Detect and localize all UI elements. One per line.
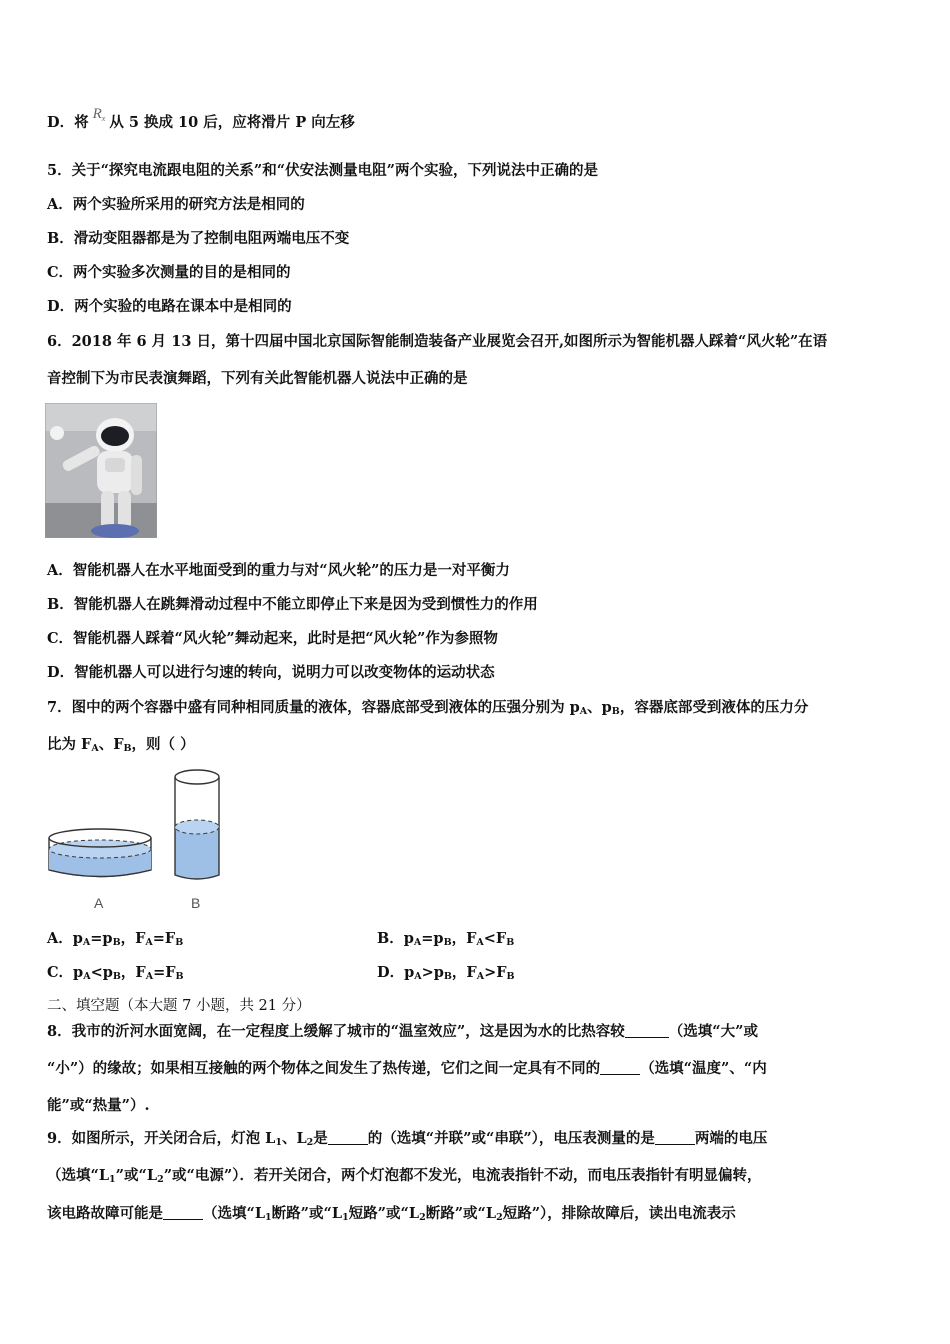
q5-option-a[interactable]: A．两个实验所采用的研究方法是相同的 [47, 196, 305, 213]
figure-label-b: B [191, 895, 201, 911]
q4-option-d-prefix: D．将 [47, 114, 89, 131]
q9-blank-3[interactable] [163, 1205, 203, 1220]
q4-option-d[interactable] [47, 106, 355, 138]
q9-line1: 9．如图所示，开关闭合后，灯泡 $L_1$、$L_2$是 的（选填“并联”或“串联”），电压表测量的是 两端的电压 [47, 1130, 768, 1148]
q6-option-a[interactable]: A．智能机器人在水平地面受到的重力与对“风火轮”的压力是一对平衡力 [47, 562, 510, 579]
q8-blank-2[interactable] [600, 1060, 640, 1075]
q6-option-b[interactable]: B．智能机器人在跳舞滑动过程中不能立即停止下来是因为受到惯性力的作用 [47, 596, 538, 613]
q5-option-c[interactable]: C．两个实验多次测量的目的是相同的 [47, 264, 291, 281]
q9-line2: （选填“$L_1$”或“$L_2$”或“电源”）．若开关闭合，两个灯泡都不发光，电流表指针不动，而电压表指针有明显偏转， [47, 1167, 762, 1185]
q6-option-d[interactable]: D．智能机器人可以进行匀速的转向，说明力可以改变物体的运动状态 [47, 664, 495, 681]
q9-line3: 该电路故障可能是 （选填“$L_1$断路”或“$L_1$短路”或“$L_2$断路”或“$L_2$短路”），排除故障后，读出电流表示 [47, 1205, 736, 1223]
robot-photo [45, 403, 157, 538]
container-a [49, 829, 151, 877]
q9-blank-2[interactable] [655, 1130, 695, 1145]
q4-option-d-text: 从 5 换成 10 后，应将滑片 P 向左移 [109, 114, 355, 131]
q7-stem-line2: 比为 $F_A$、$F_B$，则（ ） [47, 736, 195, 754]
q8-line3: 能”或“热量”）. [47, 1097, 150, 1114]
q7-option-a[interactable]: A．$p_A=p_B$，$F_A=F_B$ [47, 930, 184, 948]
q7-option-c[interactable]: C．$p_A<p_B$，$F_A=F_B$ [47, 964, 184, 982]
q8-blank-1[interactable] [625, 1023, 669, 1038]
containers-figure [44, 765, 254, 917]
q7-stem-line1: 7．图中的两个容器中盛有同种相同质量的液体，容器底部受到液体的压强分别为 $p_A$、$p_B$，容器底部受到液体的压力分 [47, 699, 809, 717]
q6-option-c[interactable]: C．智能机器人踩着“风火轮”舞动起来，此时是把“风火轮”作为参照物 [47, 630, 498, 647]
q6-stem-line2: 音控制下为市民表演舞蹈，下列有关此智能机器人说法中正确的是 [47, 370, 468, 387]
section-title: 二、填空题（本大题 7 小题，共 21 分） [47, 998, 311, 1014]
q5-stem: 5．关于“探究电流跟电阻的关系”和“伏安法测量电阻”两个实验，下列说法中正确的是 [47, 162, 598, 179]
rx-symbol: $R_x$ [92, 106, 106, 123]
q7-option-b[interactable]: B．$p_A=p_B$，$F_A<F_B$ [377, 930, 515, 948]
q6-stem-line1: 6．2018 年 6 月 13 日，第十四届中国北京国际智能制造装备产业展览会召开,如图所示为智能机器人踩着“风火轮”在语 [47, 333, 828, 350]
q5-option-d[interactable]: D．两个实验的电路在课本中是相同的 [47, 298, 292, 315]
q5-option-b[interactable]: B．滑动变阻器都是为了控制电阻两端电压不变 [47, 230, 350, 247]
figure-label-a: A [94, 895, 104, 911]
container-b [175, 770, 219, 879]
q9-blank-1[interactable] [328, 1130, 368, 1145]
q8-line1: 8．我市的沂河水面宽阔，在一定程度上缓解了城市的“温室效应”，这是因为水的比热容较 （选填“大”或 [47, 1023, 758, 1040]
q7-option-d[interactable]: D．$p_A>p_B$，$F_A>F_B$ [377, 964, 515, 982]
q8-line2: “小”）的缘故；如果相互接触的两个物体之间发生了热传递，它们之间一定具有不同的 （选填“温度”、“内 [47, 1060, 767, 1077]
